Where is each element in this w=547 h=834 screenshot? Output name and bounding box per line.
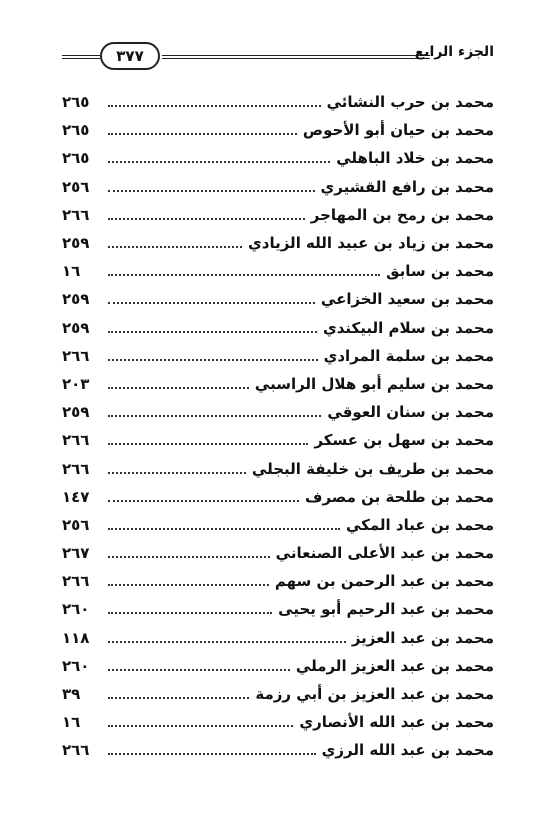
leader-dots: [108, 415, 321, 417]
index-entry: [62, 426, 494, 454]
entry-page-number: ٢٦٧: [62, 544, 90, 563]
leader-dots: [108, 218, 305, 220]
entry-page-number: ٢٦٥: [62, 149, 90, 168]
entry-name: محمد بن عبد العزيز بن أبي رزمة: [255, 685, 494, 704]
leader-dots: [108, 190, 315, 192]
entry-page-number: ٢٦٦: [62, 431, 90, 450]
leader-dots: [108, 302, 315, 304]
page-number-badge: ٣٧٧: [100, 42, 160, 70]
leader-dots: [108, 556, 270, 558]
entry-name: محمد بن طلحة بن مصرف: [305, 487, 494, 506]
header-rule-left: [62, 55, 100, 59]
entry-name: محمد بن رمح بن المهاجر: [310, 205, 494, 224]
entry-name: محمد بن طريف بن خليفة البجلي: [251, 459, 494, 478]
entry-page-number: ٢٦٦: [62, 346, 90, 365]
leader-dots: [108, 584, 269, 586]
entry-page-number: ٢٦٦: [62, 741, 90, 760]
entry-page-number: ٣٩: [62, 685, 81, 704]
leader-dots: [108, 612, 272, 614]
index-entry: [62, 229, 494, 257]
leader-dots: [108, 725, 293, 727]
entry-name: محمد بن سلام البيكندي: [322, 318, 494, 337]
index-entry: [62, 398, 494, 426]
index-entry: [62, 201, 494, 229]
index-entry: [62, 88, 494, 116]
entry-name: محمد بن سعيد الخزاعي: [320, 290, 494, 309]
header-rule-right: [162, 55, 430, 59]
entry-name: محمد بن حيان أبو الأحوص: [302, 121, 494, 140]
index-entry: [62, 483, 494, 511]
entry-name: محمد بن عبد الله الرزي: [321, 741, 494, 760]
index-entry: [62, 314, 494, 342]
entry-page-number: ٢٥٦: [62, 515, 90, 534]
leader-dots: [108, 133, 297, 135]
entry-page-number: ١٦: [62, 713, 81, 732]
index-entry: [62, 370, 494, 398]
entry-page-number: ٢٦٥: [62, 93, 90, 112]
leader-dots: [108, 641, 346, 643]
entry-name: محمد بن سنان العوقي: [327, 403, 494, 422]
index-entry: [62, 454, 494, 482]
entry-name: محمد بن رافع القشيري: [320, 177, 494, 196]
entry-name: محمد بن سلمة المرادي: [323, 346, 494, 365]
index-entry: [62, 708, 494, 736]
leader-dots: [108, 528, 340, 530]
index-entry: [62, 511, 494, 539]
index-entry: [62, 173, 494, 201]
leader-dots: [108, 443, 308, 445]
entry-name: محمد بن حرب النشائي: [326, 93, 494, 112]
entry-page-number: ٢٦٥: [62, 121, 90, 140]
leader-dots: [108, 472, 246, 474]
leader-dots: [108, 753, 316, 755]
leader-dots: [108, 331, 317, 333]
entry-name: محمد بن سابق: [386, 262, 494, 281]
entry-page-number: ٢٥٦: [62, 177, 90, 196]
entry-page-number: ٢٦٦: [62, 459, 90, 478]
entry-name: محمد بن زياد بن عبيد الله الزيادي: [248, 234, 494, 253]
entry-page-number: ٢٦٦: [62, 572, 90, 591]
index-entry: [62, 680, 494, 708]
leader-dots: [108, 669, 290, 671]
entry-page-number: ٢٥٩: [62, 290, 90, 309]
entry-name: محمد بن عبد العزيز: [351, 628, 494, 647]
leader-dots: [108, 274, 380, 276]
entry-page-number: ١٦: [62, 262, 81, 281]
entry-name: محمد بن سهل بن عسكر: [314, 431, 494, 450]
page-header: [62, 40, 494, 76]
index-entry: [62, 285, 494, 313]
leader-dots: [108, 387, 249, 389]
index-entry: [62, 539, 494, 567]
entry-name: محمد بن عباد المكي: [345, 515, 494, 534]
leader-dots: [108, 500, 299, 502]
entry-page-number: ٢٥٩: [62, 234, 90, 253]
index-entry: [62, 342, 494, 370]
entry-page-number: ١٤٧: [62, 487, 90, 506]
entry-page-number: ٢٦٦: [62, 205, 90, 224]
entry-name: محمد بن خلاد الباهلي: [336, 149, 494, 168]
index-entry: [62, 116, 494, 144]
entry-name: محمد بن عبد الأعلى الصنعاني: [275, 544, 494, 563]
index-entry: [62, 736, 494, 764]
entry-name: محمد بن عبد الله الأنصاري: [299, 713, 494, 732]
entry-page-number: ٢٠٣: [62, 374, 90, 393]
entry-name: محمد بن عبد العزيز الرملي: [295, 656, 494, 675]
entry-name: محمد بن عبد الرحيم أبو يحيى: [278, 600, 494, 619]
index-entry: [62, 652, 494, 680]
index-entry: [62, 595, 494, 623]
leader-dots: [108, 161, 330, 163]
index-entry: [62, 257, 494, 285]
leader-dots: [108, 246, 242, 248]
entry-page-number: ٢٥٩: [62, 403, 90, 422]
index-entry: [62, 567, 494, 595]
entry-page-number: ٢٥٩: [62, 318, 90, 337]
running-title: الجزء الرابع: [414, 44, 494, 60]
entry-name: محمد بن عبد الرحمن بن سهم: [274, 572, 494, 591]
leader-dots: [108, 697, 249, 699]
index-entry: [62, 624, 494, 652]
leader-dots: [108, 359, 318, 361]
index-entry: [62, 144, 494, 172]
entry-page-number: ٢٦٠: [62, 600, 90, 619]
entry-page-number: ٢٦٠: [62, 656, 90, 675]
index-list: [62, 88, 494, 765]
leader-dots: [108, 105, 321, 107]
entry-page-number: ١١٨: [62, 628, 90, 647]
entry-name: محمد بن سليم أبو هلال الراسبي: [254, 374, 494, 393]
